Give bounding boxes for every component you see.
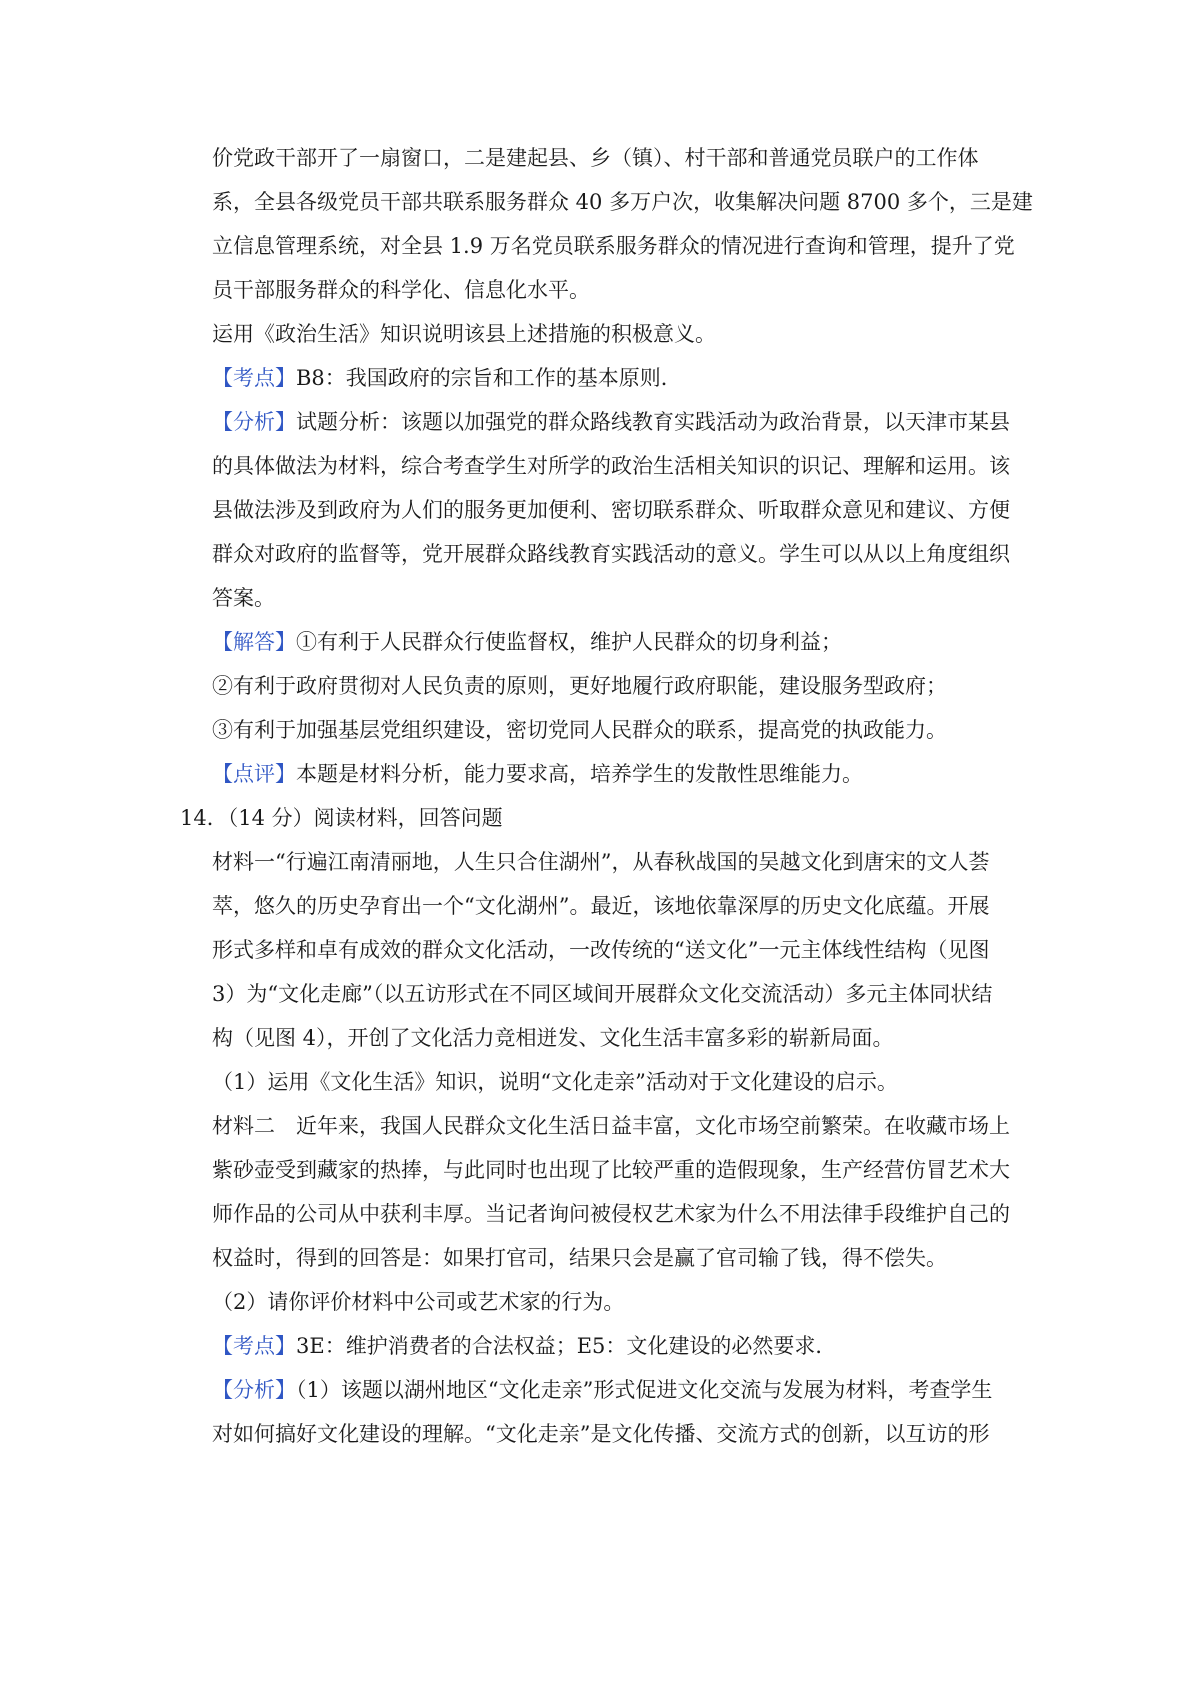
sub-question: （2）请你评价材料中公司或艺术家的行为。: [212, 1290, 625, 1314]
question-prompt: 运用《政治生活》知识说明该县上述措施的积极意义。: [212, 322, 716, 346]
kaodian-tag: 【考点】: [212, 366, 296, 390]
paragraph-line: 员干部服务群众的科学化、信息化水平。: [212, 278, 590, 302]
answer-line: ②有利于政府贯彻对人民负责的原则，更好地履行政府职能，建设服务型政府；: [212, 674, 947, 698]
material-line: 师作品的公司从中获利丰厚。当记者询问被侵权艺术家为什么不用法律手段维护自己的: [212, 1202, 1010, 1226]
paragraph-line: 立信息管理系统，对全县 1.9 万名党员联系服务群众的情况进行查询和管理，提升了党: [212, 234, 1015, 258]
dianping-text: 本题是材料分析，能力要求高，培养学生的发散性思维能力。: [296, 762, 863, 786]
paragraph-line: 答案。: [212, 586, 275, 610]
q14-kaodian: [212, 1332, 836, 1360]
material-line: 权益时，得到的回答是：如果打官司，结果只会是赢了官司输了钱，得不偿失。: [212, 1246, 947, 1270]
paragraph-line: 的具体做法为材料，综合考查学生对所学的政治生活相关知识的识记、理解和运用。该: [212, 454, 1010, 478]
q13-fenxi: [212, 408, 1010, 436]
fenxi-tag: 【分析】: [212, 1378, 296, 1402]
kaodian-text: 3E：维护消费者的合法权益；E5：文化建设的必然要求．: [296, 1334, 837, 1358]
material-line: 材料二 近年来，我国人民群众文化生活日益丰富，文化市场空前繁荣。在收藏市场上: [212, 1114, 1010, 1138]
kaodian-tag: 【考点】: [212, 1334, 296, 1358]
q13-jieda: [212, 628, 842, 656]
sub-question: （1）运用《文化生活》知识，说明“文化走亲”活动对于文化建设的启示。: [212, 1070, 898, 1094]
paragraph-line: 群众对政府的监督等，党开展群众路线教育实践活动的意义。学生可以从以上角度组织: [212, 542, 1010, 566]
jieda-tag: 【解答】: [212, 630, 296, 654]
material-line: 材料一“行遍江南清丽地，人生只合住湖州”，从春秋战国的吴越文化到唐宋的文人荟: [212, 850, 990, 874]
fenxi-text: 试题分析：该题以加强党的群众路线教育实践活动为政治背景，以天津市某县: [296, 410, 1010, 434]
q14-heading: 14．（14 分）阅读材料，回答问题: [180, 806, 503, 830]
fenxi-tag: 【分析】: [212, 410, 296, 434]
kaodian-text: B8：我国政府的宗旨和工作的基本原则．: [296, 366, 682, 390]
q14-fenxi: [212, 1376, 992, 1404]
answer-line: ③有利于加强基层党组织建设，密切党同人民群众的联系，提高党的执政能力。: [212, 718, 947, 742]
q13-dianping: [212, 760, 863, 788]
material-line: 3）为“文化走廊”（以五访形式在不同区域间开展群众文化交流活动）多元主体同状结: [212, 982, 993, 1006]
paragraph-line: 县做法涉及到政府为人们的服务更加便利、密切联系群众、听取群众意见和建议、方便: [212, 498, 1010, 522]
material-line: 构（见图 4），开创了文化活力竞相迸发、文化生活丰富多彩的崭新局面。: [212, 1026, 894, 1050]
material-line: 萃，悠久的历史孕育出一个“文化湖州”。最近，该地依靠深厚的历史文化底蕴。开展: [212, 894, 990, 918]
paragraph-line: 对如何搞好文化建设的理解。“文化走亲”是文化传播、交流方式的创新，以互访的形: [212, 1422, 990, 1446]
material-line: 形式多样和卓有成效的群众文化活动，一改传统的“送文化”一元主体线性结构（见图: [212, 938, 990, 962]
paragraph-line: 价党政干部开了一扇窗口，二是建起县、乡（镇）、村干部和普通党员联户的工作体: [212, 146, 979, 170]
fenxi-text: （1）该题以湖州地区“文化走亲”形式促进文化交流与发展为材料，考查学生: [296, 1378, 993, 1402]
q13-kaodian: [212, 364, 682, 392]
material-line: 紫砂壶受到藏家的热捧，与此同时也出现了比较严重的造假现象，生产经营仿冒艺术大: [212, 1158, 1010, 1182]
jieda-text: ①有利于人民群众行使监督权，维护人民群众的切身利益；: [296, 630, 842, 654]
dianping-tag: 【点评】: [212, 762, 296, 786]
paragraph-line: 系，全县各级党员干部共联系服务群众 40 多万户次，收集解决问题 8700 多个，三是建: [212, 190, 1033, 214]
